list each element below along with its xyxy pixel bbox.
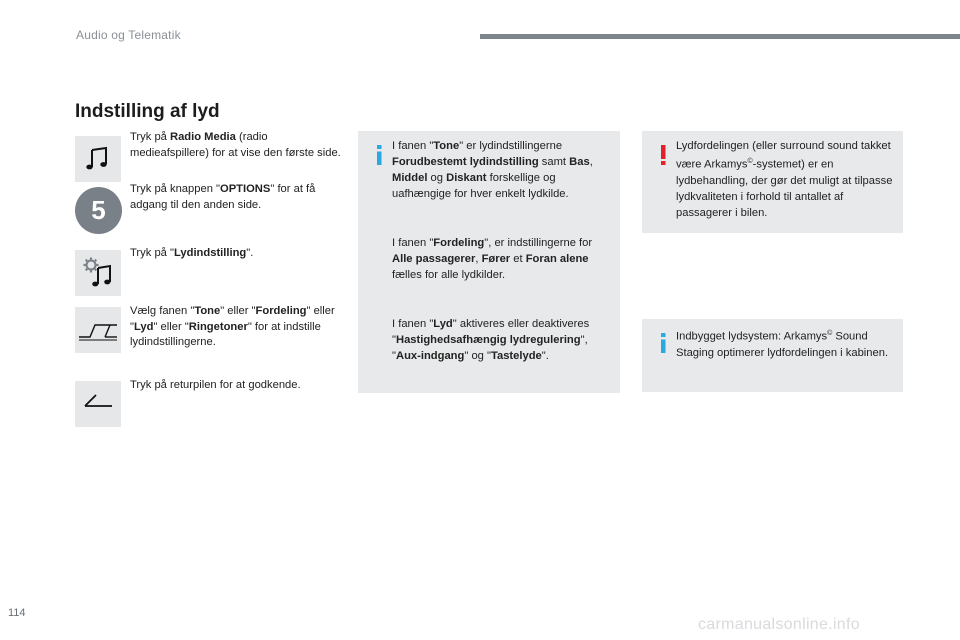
step-1-text: Tryk på Radio Media (radio medieafspillere) for at vise den første side. bbox=[130, 131, 341, 159]
info-panel-2 bbox=[642, 319, 903, 392]
header-title: Audio og Telematik bbox=[76, 28, 181, 42]
warning-panel-text: Lydfordelingen (eller surround sound takket være Arkamys©-systemet) er en lydbehandling, der gør det muligt at tilpasse lydkvaliteten i forhold til antallet af passagerer i bilen. bbox=[676, 140, 893, 219]
info-panel-2-text: Indbygget lydsystem: Arkamys© Sound Staging optimerer lydfordelingen i kabinen. bbox=[676, 330, 889, 359]
warning-panel bbox=[642, 131, 903, 233]
footer-watermark: carmanualsonline.info bbox=[698, 616, 860, 633]
step-2-text: Tryk på knappen "OPTIONS" for at få adgang til den anden side. bbox=[130, 183, 316, 211]
info-tone-paragraph: I fanen "Tone" er lydindstillingerne Forudbestemt lydindstilling samt Bas, Middel og Diskant forskellige og uafhængige for hver enkelt lydkilde. bbox=[392, 140, 593, 200]
warning-icon bbox=[655, 145, 671, 165]
page-number: 114 bbox=[8, 607, 26, 619]
step-3-text: Tryk på "Lydindstilling". bbox=[130, 247, 254, 259]
info-lyd-paragraph: I fanen "Lyd" aktiveres eller deaktiveres "Hastighedsafhængig lydregulering", "Aux-indgang" og "Tastelyde". bbox=[392, 318, 590, 362]
info-icon-2 bbox=[655, 333, 671, 353]
info-panel-text bbox=[392, 138, 614, 364]
tab-icon bbox=[75, 307, 121, 353]
music-note-icon bbox=[75, 136, 121, 182]
step-4-text: Vælg fanen "Tone" eller "Fordeling" eller "Lyd" eller "Ringetoner" for at indstille lydindstillingerne. bbox=[130, 305, 335, 348]
step-5-text: Tryk på returpilen for at godkende. bbox=[130, 379, 301, 391]
step-number-badge: 5 bbox=[75, 187, 122, 234]
info-icon bbox=[371, 145, 387, 165]
page-title: Indstilling af lyd bbox=[75, 101, 220, 122]
music-settings-icon bbox=[75, 250, 121, 296]
header-bar bbox=[480, 34, 960, 39]
info-panel bbox=[358, 131, 620, 393]
info-fordeling-paragraph: I fanen "Fordeling", er indstillingerne for Alle passagerer, Fører et Foran alene fælles for alle lydkilder. bbox=[392, 237, 593, 281]
back-arrow-icon bbox=[75, 381, 121, 427]
